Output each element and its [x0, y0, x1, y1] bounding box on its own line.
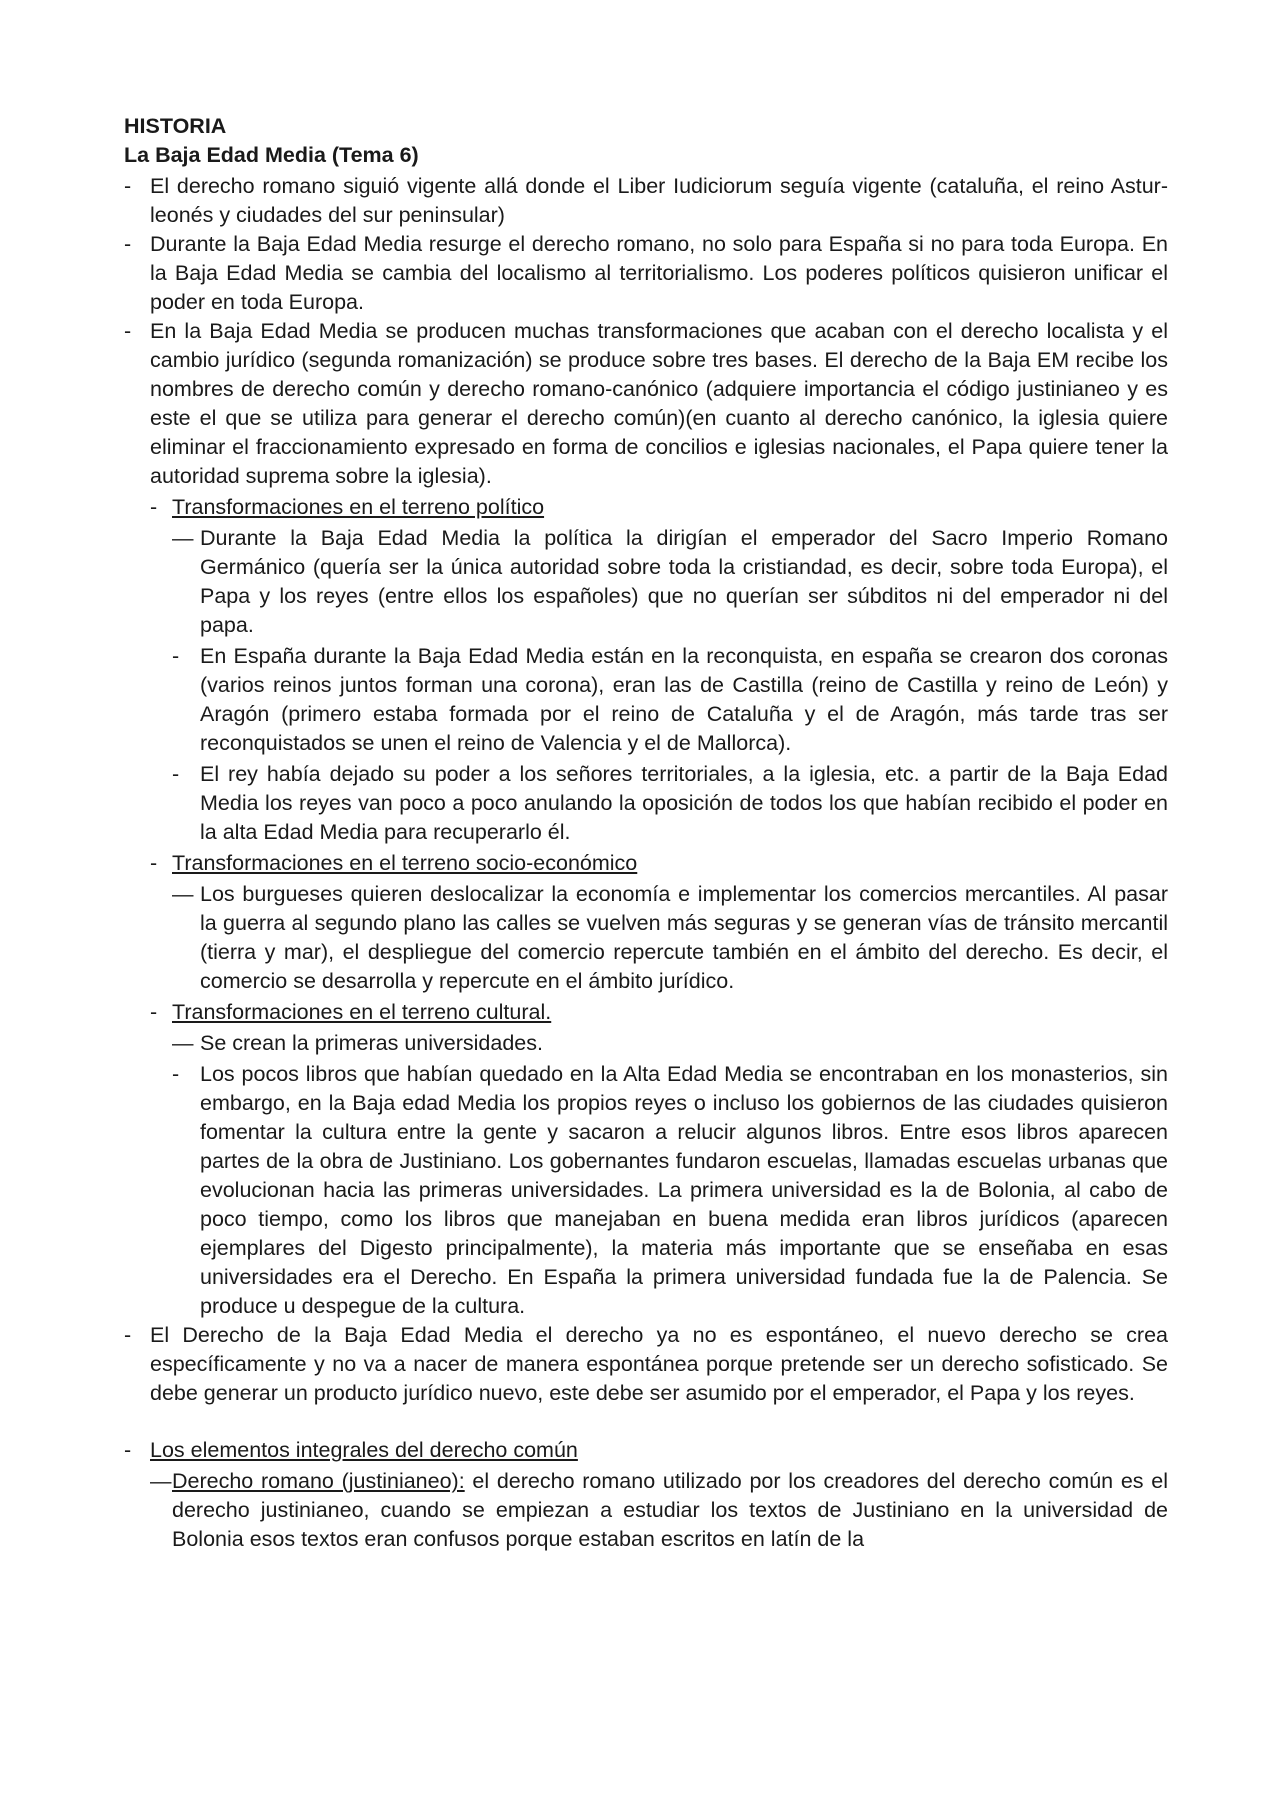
- emdash-bullet: —: [172, 1031, 194, 1055]
- section-heading-text: Los elementos integrales del derecho común: [150, 1438, 578, 1462]
- list-item-socio-burgueses: [124, 880, 1168, 996]
- paragraph-resurge-derecho-romano: [124, 230, 1168, 317]
- section-heading-elementos: [124, 1436, 1168, 1465]
- emdash-bullet: —: [150, 1469, 172, 1493]
- dash-bullet: -: [172, 644, 180, 668]
- paragraph-derecho-no-espontaneo: [124, 1321, 1168, 1408]
- section-heading-cultural: [124, 998, 1168, 1027]
- list-item-text: Los pocos libros que habían quedado en la Alta Edad Media se encontraban en los monasterios, sin embargo, en la Baja edad Media los propios reyes o incluso los gobiernos de las ciudades quisieron fomentar la cultura entre la gente y sacaron a relucir algunos libros. Entre esos libros aparecen partes de la obra de Justiniano. Los gobernantes fundaron escuelas, llamadas escuelas urbanas que evolucionan hacia las primeras universidades. La primera universidad es la de Bolonia, al cabo de poco tiempo, como los libros que manejaban en buena medida eran libros jurídicos (aparecen ejemplares del Digesto principalmente), la materia más importante que se enseñaba en esas universidades era el Derecho. En España la primera universidad fundada fue la de Palencia. Se produce u despegue de la cultura.: [200, 1062, 1168, 1318]
- list-item-politico-espana: [124, 642, 1168, 758]
- list-item-politico-emperador: [124, 524, 1168, 640]
- section-heading-text: Transformaciones en el terreno cultural.: [172, 1000, 552, 1024]
- list-item-text: el derecho romano utilizado por los creadores del derecho común es el derecho justinianeo, cuando se empiezan a estudiar los textos de Justiniano en la universidad de Bolonia esos textos eran confusos porque estaban escritos en latín de la: [172, 1469, 1168, 1551]
- dash-bullet: -: [124, 1323, 132, 1347]
- list-item-text: Se crean la primeras universidades.: [200, 1031, 543, 1055]
- section-heading-socio-economico: [124, 849, 1168, 878]
- dash-bullet: -: [172, 1062, 180, 1086]
- section-heading-text: Transformaciones en el terreno político: [172, 495, 545, 519]
- list-item-text: Los burgueses quieren deslocalizar la economía e implementar los comercios mercantiles. Al pasar la guerra al segundo plano las calles se vuelven más seguras y se generan vías de tránsito mercantil (tierra y mar), el despliegue del comercio repercute también en el ámbito del derecho. Es decir, el comercio se desarrolla y repercute en el ámbito jurídico.: [200, 882, 1168, 993]
- paragraph-transformaciones: [124, 317, 1168, 491]
- list-item-text: El rey había dejado su poder a los señores territoriales, a la iglesia, etc. a partir de la Baja Edad Media los reyes van poco a poco anulando la oposición de todos los que habían recibido el poder en la alta Edad Media para recuperarlo él.: [200, 762, 1168, 844]
- list-item-derecho-romano-justinianeo: [124, 1467, 1168, 1554]
- paragraph-text: Durante la Baja Edad Media resurge el derecho romano, no solo para España si no para toda Europa. En la Baja Edad Media se cambia del localismo al territorialismo. Los poderes políticos quisieron unificar el poder en toda Europa.: [150, 232, 1168, 314]
- document-subtitle: La Baja Edad Media (Tema 6): [124, 143, 419, 167]
- document-title: HISTORIA: [124, 114, 227, 138]
- paragraph-text: En la Baja Edad Media se producen muchas transformaciones que acaban con el derecho localista y el cambio jurídico (segunda romanización) se produce sobre tres bases. El derecho de la Baja EM recibe los nombres de derecho común y derecho romano-canónico (adquiere importancia el código justinianeo y es este el que se utiliza para generar el derecho común)(en cuanto al derecho canónico, la iglesia quiere eliminar el fraccionamiento expresado en forma de concilios e iglesias nacionales, el Papa quiere tener la autoridad suprema sobre la iglesia).: [150, 319, 1168, 488]
- dash-bullet: -: [124, 232, 132, 256]
- list-item-cultural-libros: [124, 1060, 1168, 1321]
- dash-bullet: -: [150, 851, 158, 875]
- list-item-text: En España durante la Baja Edad Media están en la reconquista, en españa se crearon dos coronas (varios reinos juntos forman una corona), eran las de Castilla (reino de Castilla y reino de León) y Aragón (primero estaba formada por el reino de Cataluña y el de Aragón, más tarde tras ser reconquistados se unen el reino de Valencia y el de Mallorca).: [200, 644, 1168, 755]
- emdash-bullet: —: [172, 882, 194, 906]
- section-heading-text: Transformaciones en el terreno socio-económico: [172, 851, 638, 875]
- list-item-text: Durante la Baja Edad Media la política la dirigían el emperador del Sacro Imperio Romano Germánico (quería ser la única autoridad sobre toda la cristiandad, es decir, sobre toda Europa), el Papa y los reyes (entre ellos los españoles) que no querían ser súbditos ni del emperador ni del papa.: [200, 526, 1168, 637]
- paragraph-text: El Derecho de la Baja Edad Media el derecho ya no es espontáneo, el nuevo derecho se crea específicamente y no va a nacer de manera espontánea porque pretende ser un derecho sofisticado. Se debe generar un producto jurídico nuevo, este debe ser asumido por el emperador, el Papa y los reyes.: [150, 1323, 1168, 1405]
- dash-bullet: -: [124, 174, 132, 198]
- emdash-bullet: —: [172, 526, 194, 550]
- dash-bullet: -: [172, 762, 180, 786]
- list-item-cultural-universidades: [124, 1029, 1168, 1058]
- section-heading-politico: [124, 493, 1168, 522]
- paragraph-derecho-romano-vigente: [124, 172, 1168, 230]
- paragraph-text: El derecho romano siguió vigente allá donde el Liber Iudiciorum seguía vigente (cataluña, el reino Astur-leonés y ciudades del sur peninsular): [150, 174, 1168, 227]
- dash-bullet: -: [150, 1000, 158, 1024]
- dash-bullet: -: [150, 495, 158, 519]
- dash-bullet: -: [124, 319, 132, 343]
- list-item-politico-rey: [124, 760, 1168, 847]
- list-item-label: Derecho romano (justinianeo):: [172, 1469, 465, 1493]
- dash-bullet: -: [124, 1438, 132, 1462]
- spacer: [124, 1408, 1168, 1436]
